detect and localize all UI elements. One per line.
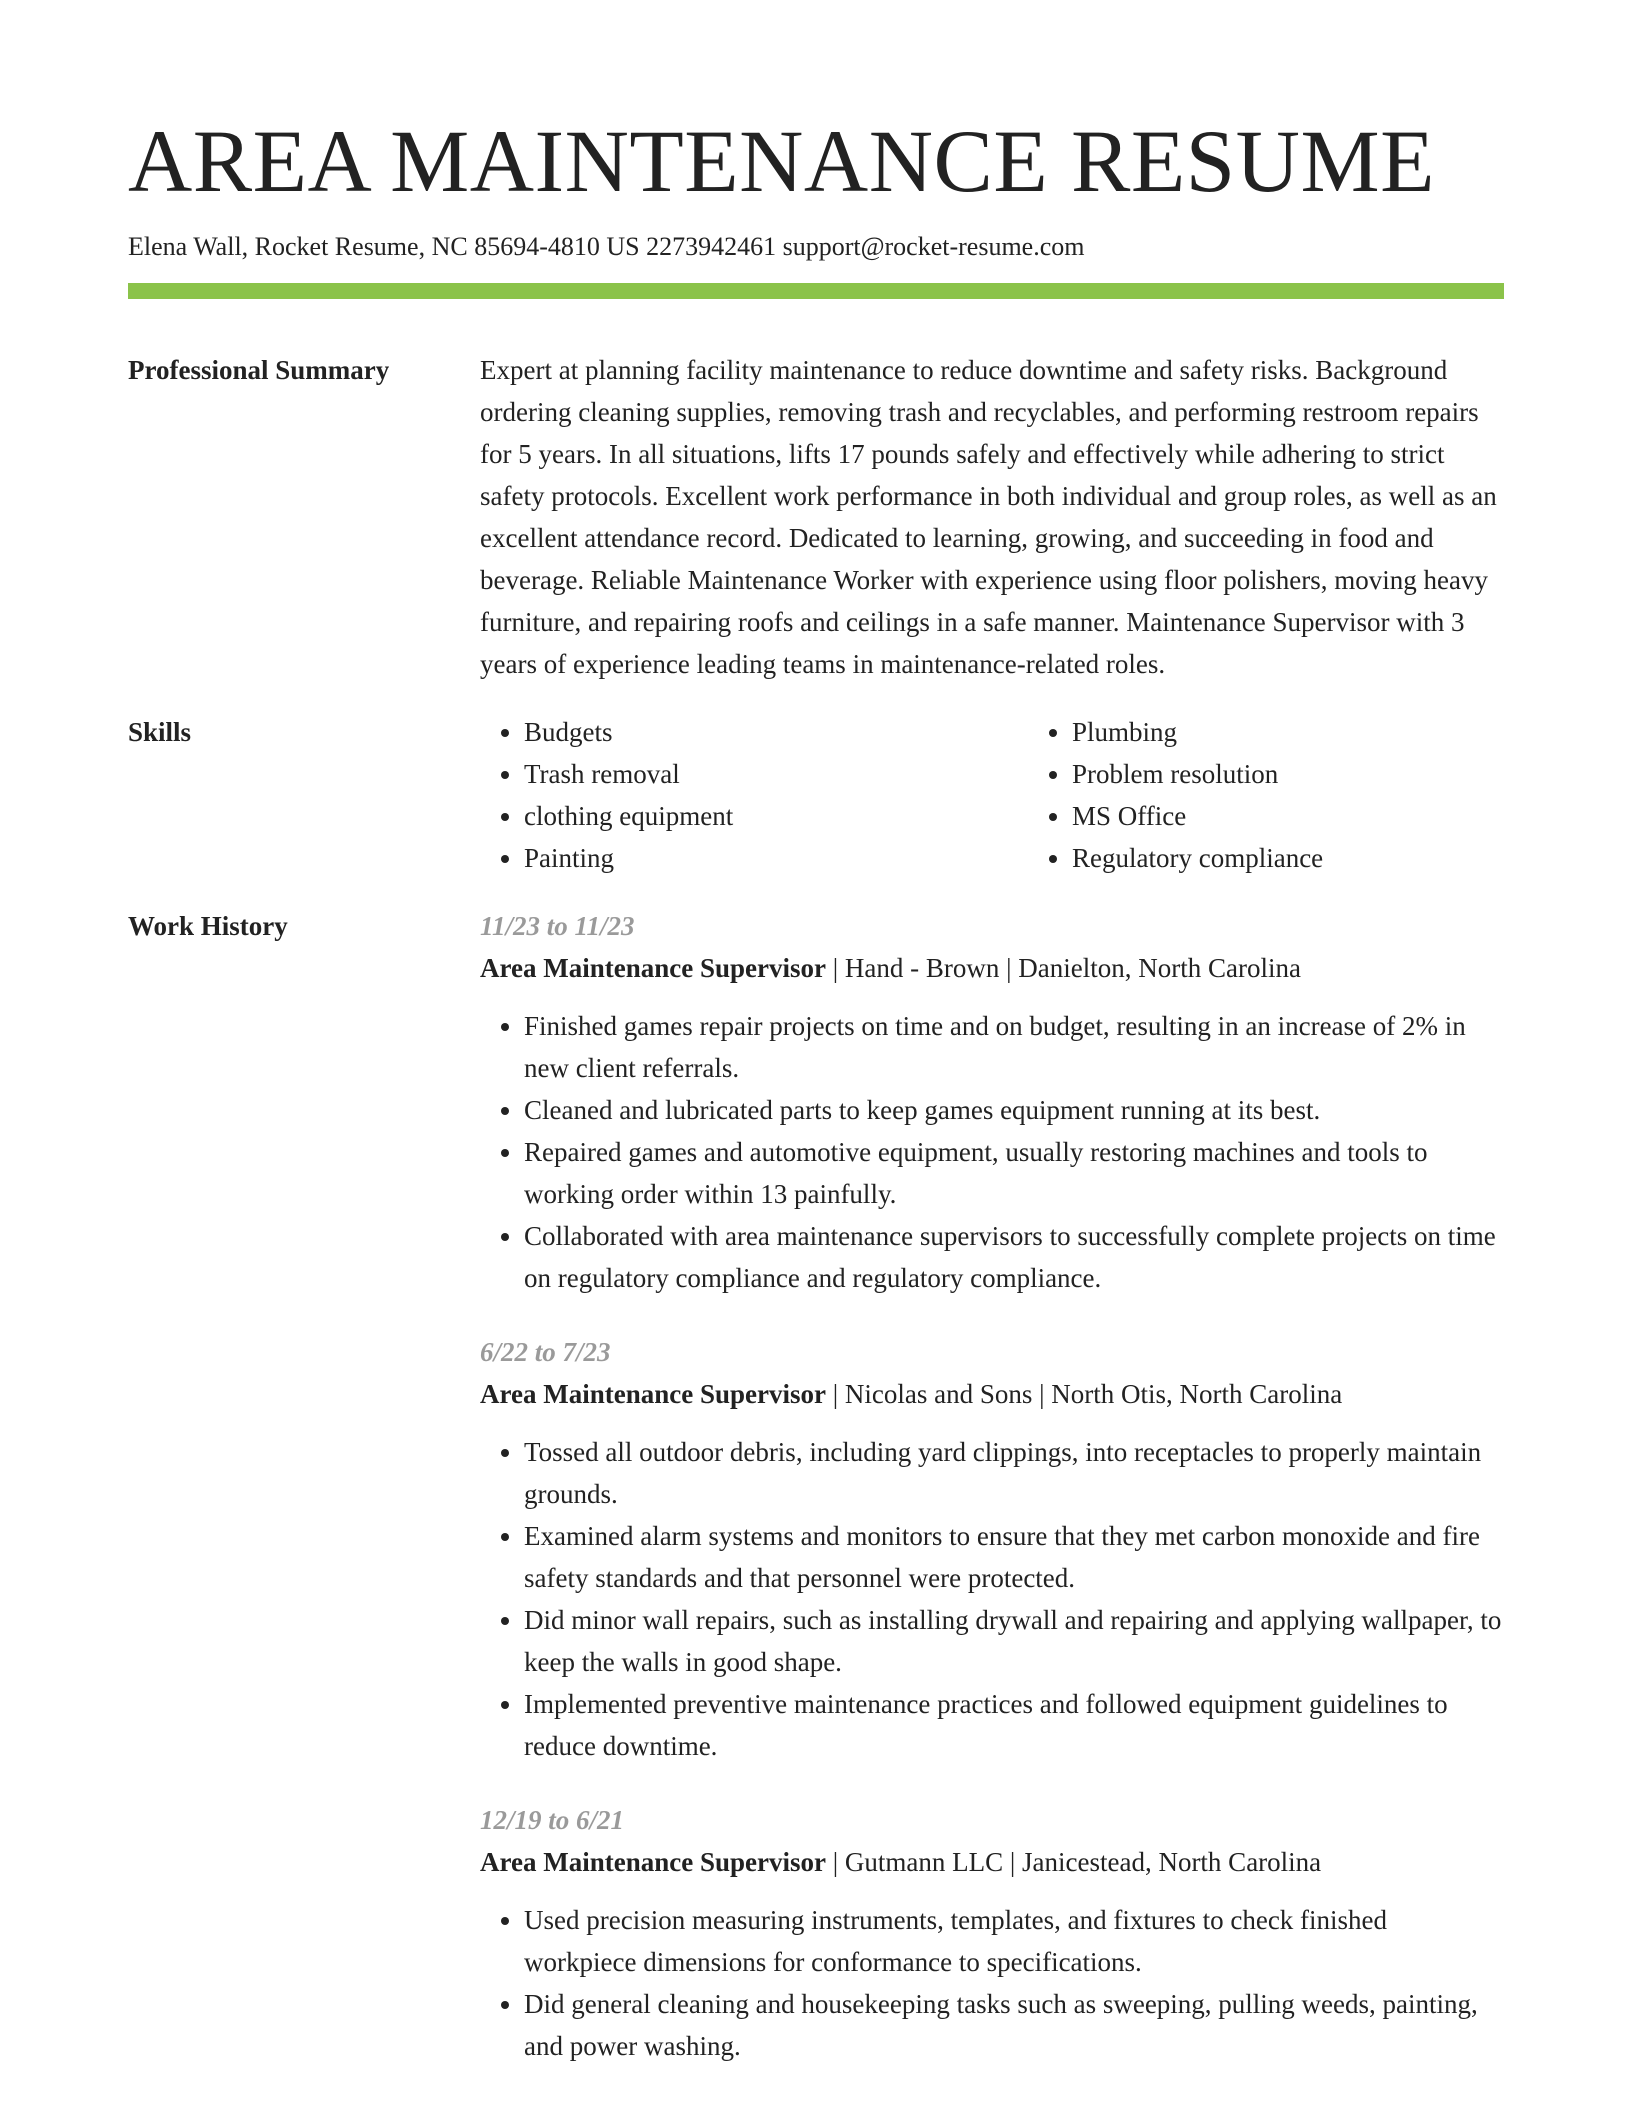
job-details: | Hand - Brown | Danielton, North Carolina <box>825 952 1301 983</box>
skills-section <box>128 711 1504 879</box>
skills-list <box>480 711 1576 879</box>
contact-line: Elena Wall, Rocket Resume, NC 85694-4810 US 2273942461 support@rocket-resume.com <box>128 232 1085 262</box>
summary-text: Expert at planning facility maintenance to reduce downtime and safety risks. Background ordering cleaning supplies, removing trash and recyclables, and performing restroom repairs for 5 years. In all situations, lifts 17 pounds safely and effectively while adhering to strict safety protocols. Excellent work performance in both individual and group roles, as well as an excellent attendance record. Dedicated to learning, growing, and succeeding in food and beverage. Reliable Maintenance Worker with experience using floor polishers, moving heavy furniture, and repairing roofs and ceilings in a safe manner. Maintenance Supervisor with 3 years of experience leading teams in maintenance-related roles. <box>480 354 1497 679</box>
job-heading <box>480 947 1504 989</box>
job-bullet: • Used precision measuring instruments, templates, and fixtures to check finished workpiece dimensions for conformance to specifications. <box>524 1899 1504 1983</box>
job-bullet: • Examined alarm systems and monitors to ensure that they met carbon monoxide and fire safety standards and that personnel were protected. <box>524 1515 1504 1599</box>
work-history-section <box>128 905 1504 2099</box>
work-history-label: Work History <box>128 910 288 941</box>
job-entry <box>480 905 1504 1299</box>
job-details: | Nicolas and Sons | North Otis, North Carolina <box>825 1378 1343 1409</box>
job-bullets <box>480 1005 1504 1299</box>
job-title: Area Maintenance Supervisor <box>480 952 826 983</box>
job-bullet: • Tossed all outdoor debris, including yard clippings, into receptacles to properly maintain grounds. <box>524 1431 1504 1515</box>
job-entry <box>480 1799 1504 2067</box>
skills-label: Skills <box>128 716 192 747</box>
job-title: Area Maintenance Supervisor <box>480 1846 826 1877</box>
resume-title: AREA MAINTENANCE RESUME <box>128 113 1435 211</box>
skill-item: • clothing equipment <box>524 795 1028 837</box>
skill-item: • Plumbing <box>1072 711 1576 753</box>
summary-label: Professional Summary <box>128 354 390 385</box>
job-dates: 12/19 to 6/21 <box>480 1804 625 1835</box>
job-bullet: • Cleaned and lubricated parts to keep games equipment running at its best. <box>524 1089 1504 1131</box>
job-bullet: • Repaired games and automotive equipment, usually restoring machines and tools to working order within 13 painfully. <box>524 1131 1504 1215</box>
skill-item: • Problem resolution <box>1072 753 1576 795</box>
skill-item: • MS Office <box>1072 795 1576 837</box>
job-bullet: • Did minor wall repairs, such as installing drywall and repairing and applying wallpaper, to keep the walls in good shape. <box>524 1599 1504 1683</box>
job-bullet: • Collaborated with area maintenance supervisors to successfully complete projects on time on regulatory compliance and regulatory compliance. <box>524 1215 1504 1299</box>
skill-item: • Regulatory compliance <box>1072 837 1576 879</box>
job-bullets <box>480 1899 1504 2067</box>
summary-section <box>128 349 1504 685</box>
header-divider <box>128 283 1504 299</box>
skills-column-right <box>1028 711 1576 879</box>
skill-item: • Budgets <box>524 711 1028 753</box>
job-dates: 11/23 to 11/23 <box>480 910 635 941</box>
job-entry <box>480 1331 1504 1767</box>
job-bullet: • Implemented preventive maintenance practices and followed equipment guidelines to reduce downtime. <box>524 1683 1504 1767</box>
job-heading <box>480 1841 1504 1883</box>
job-title: Area Maintenance Supervisor <box>480 1378 826 1409</box>
skill-item: • Painting <box>524 837 1028 879</box>
skills-column-left <box>480 711 1028 879</box>
job-heading <box>480 1373 1504 1415</box>
job-dates: 6/22 to 7/23 <box>480 1336 611 1367</box>
job-details: | Gutmann LLC | Janicestead, North Carolina <box>825 1846 1322 1877</box>
skill-item: • Trash removal <box>524 753 1028 795</box>
job-bullet: • Finished games repair projects on time and on budget, resulting in an increase of 2% in new client referrals. <box>524 1005 1504 1089</box>
job-bullets <box>480 1431 1504 1767</box>
job-bullet: • Did general cleaning and housekeeping tasks such as sweeping, pulling weeds, painting, and power washing. <box>524 1983 1504 2067</box>
